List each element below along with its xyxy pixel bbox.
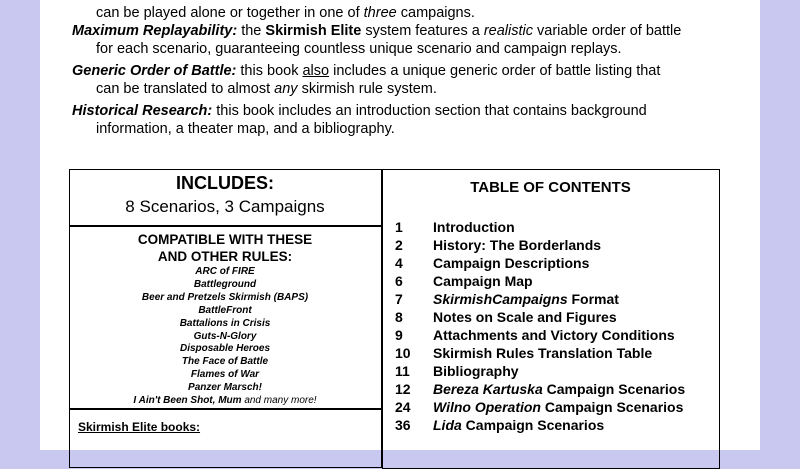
toc-page-number: 6 — [395, 273, 403, 289]
toc-page-number: 4 — [395, 255, 403, 271]
toc-page-number: 7 — [395, 291, 403, 307]
rule-item-last: I Ain't Been Shot, Mum and many more! — [133, 395, 317, 407]
books-box — [69, 408, 382, 468]
toc-entry-title: Bibliography — [433, 363, 519, 379]
compatible-title — [70, 231, 380, 265]
toc-page-number: 12 — [395, 381, 411, 397]
toc-entry-title-em: SkirmishCampaigns — [433, 291, 568, 307]
rule-item: The Face of Battle — [181, 356, 269, 368]
toc-entry-title-em: Lida — [433, 417, 462, 433]
toc-list — [395, 218, 685, 434]
toc-title: TABLE OF CONTENTS — [470, 179, 631, 196]
toc-entry — [395, 416, 685, 434]
compatible-title-line2: AND OTHER RULES: — [157, 249, 293, 264]
toc-entry-title-em: Wilno Operation — [433, 399, 541, 415]
toc-entry-title: Attachments and Victory Conditions — [433, 327, 675, 343]
toc-entry — [395, 308, 685, 326]
toc-entry — [395, 272, 685, 290]
toc-entry — [395, 254, 685, 272]
rule-item: BattleFront — [198, 304, 252, 316]
compatible-box — [69, 225, 382, 410]
compatible-title-line1: COMPATIBLE WITH THESE — [137, 232, 313, 247]
toc-entry-title: Skirmish Rules Translation Table — [433, 345, 653, 361]
toc-box — [382, 169, 720, 469]
toc-entry-title: History: The Borderlands — [433, 237, 602, 253]
toc-entry — [395, 326, 685, 344]
toc-page-number: 24 — [395, 399, 411, 415]
feature-replayability-cont: for each scenario, guaranteeing countless unique scenario and campaign replays. — [96, 41, 622, 57]
toc-page-number: 8 — [395, 309, 403, 325]
feature-replayability: Maximum Replayability: the Skirmish Elite system features a realistic variable order of battle — [72, 23, 682, 39]
rule-item: ARC of FIRE — [195, 266, 255, 277]
rule-item: Battalions in Crisis — [179, 317, 271, 329]
includes-title: INCLUDES: — [176, 173, 274, 193]
toc-page-number: 11 — [395, 363, 410, 379]
toc-page-number: 1 — [395, 219, 403, 235]
toc-entry-title: Campaign Scenarios — [544, 399, 684, 415]
feature-historical: Historical Research: this book includes an introduction section that contains background — [72, 103, 647, 119]
toc-entry-title: Introduction — [433, 219, 515, 235]
rule-item: Battleground — [193, 278, 257, 290]
toc-entry — [395, 218, 685, 236]
toc-page-number: 2 — [395, 237, 403, 253]
page — [40, 0, 760, 450]
toc-entry-title: Notes on Scale and Figures — [433, 309, 617, 325]
toc-page-number: 9 — [395, 327, 403, 343]
toc-page-number: 10 — [395, 345, 411, 361]
includes-box — [69, 169, 382, 227]
feature-historical-cont: information, a theater map, and a bibliography. — [96, 121, 395, 137]
books-title: Skirmish Elite books: — [78, 420, 201, 434]
toc-entry-title-em: Bereza Kartuska — [433, 381, 543, 397]
toc-entry — [395, 344, 685, 362]
toc-entry — [395, 398, 685, 416]
rule-item: Panzer Marsch! — [188, 382, 262, 394]
rule-item: Beer and Pretzels Skirmish (BAPS) — [141, 291, 309, 303]
rules-list — [70, 266, 380, 408]
rule-item: Guts-N-Glory — [193, 330, 257, 342]
toc-entry-title: Campaign Descriptions — [433, 255, 590, 271]
toc-entry-title: Campaign Scenarios — [546, 381, 686, 397]
includes-subtitle: 8 Scenarios, 3 Campaigns — [125, 197, 325, 216]
toc-page-number: 36 — [395, 417, 411, 433]
feature-generic-oob: Generic Order of Battle: this book also includes a unique generic order of battle listing that — [72, 63, 661, 79]
rule-item: Disposable Heroes — [179, 343, 271, 355]
toc-entry — [395, 236, 685, 254]
toc-entry-title: Campaign Scenarios — [465, 417, 605, 433]
feature-generic-oob-cont: can be translated to almost any skirmish rule system. — [96, 81, 437, 97]
toc-entry — [395, 362, 685, 380]
toc-entry — [395, 290, 685, 308]
toc-entry-title: Format — [571, 291, 619, 307]
toc-entry — [395, 380, 685, 398]
rule-item: Flames of War — [190, 369, 260, 381]
feature-campaigns-line: can be played alone or together in one of three campaigns. — [96, 5, 475, 21]
toc-entry-title: Campaign Map — [433, 273, 533, 289]
